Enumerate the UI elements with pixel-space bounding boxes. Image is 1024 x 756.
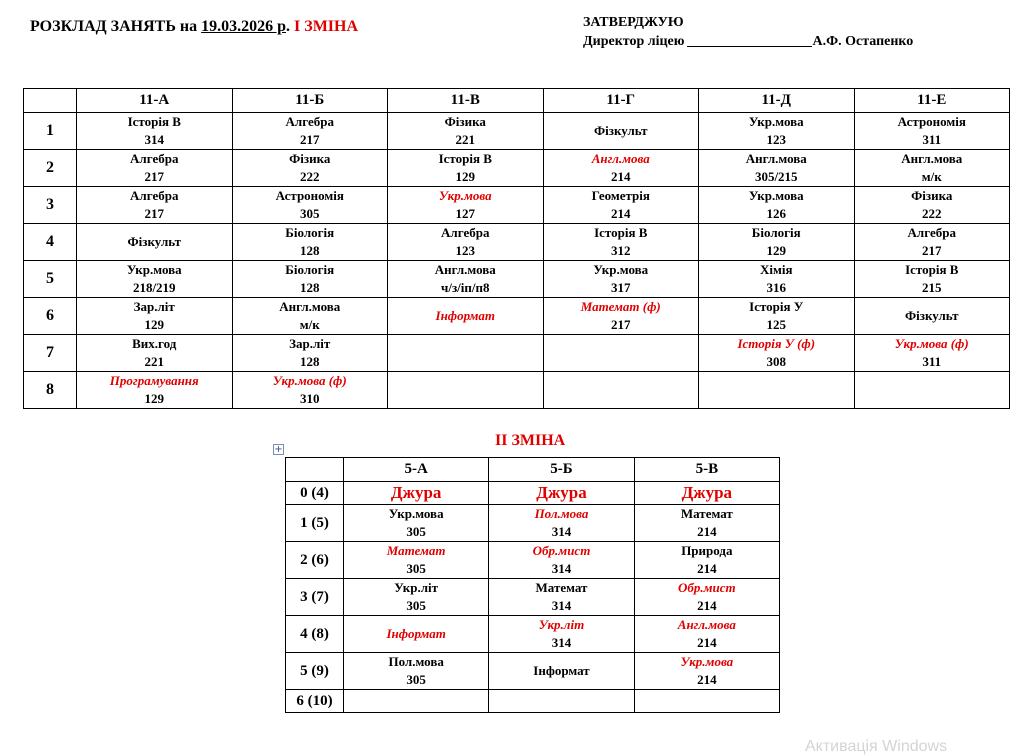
lesson-cell xyxy=(232,372,388,409)
lesson-row xyxy=(24,187,1010,224)
room-number: 128 xyxy=(300,243,320,258)
lesson-number: 8 xyxy=(24,372,77,409)
subject-name: Хімія xyxy=(760,262,793,277)
approve-signature-line xyxy=(583,32,913,51)
room-number: 310 xyxy=(300,391,320,406)
windows-activation-watermark: Активація Windows xyxy=(805,738,948,755)
subject-name: Історія У xyxy=(749,299,804,314)
subject-name: Алгебра xyxy=(130,188,179,203)
subject-name: Математ xyxy=(386,543,446,558)
room-number: 218/219 xyxy=(132,280,176,295)
lesson-cell xyxy=(388,113,544,150)
shift-1-label: І ЗМІНА xyxy=(294,18,359,35)
room-number: 314 xyxy=(551,598,572,613)
lesson-cell xyxy=(232,113,388,150)
subject-name: Інформат xyxy=(386,626,446,641)
lesson-cell xyxy=(489,542,634,579)
lesson-number: 7 xyxy=(24,335,77,372)
shift-2-header-row xyxy=(286,458,780,482)
room-number: 214 xyxy=(697,598,717,613)
lesson-cell xyxy=(699,261,855,298)
title-prefix: РОЗКЛАД ЗАНЯТЬ на xyxy=(30,18,202,35)
subject-name: Зар.літ xyxy=(289,336,331,351)
room-number: м/к xyxy=(921,169,942,184)
subject-name: Програмування xyxy=(109,373,199,388)
lesson-cell xyxy=(854,261,1010,298)
room-number: 308 xyxy=(766,354,786,369)
lesson-cell xyxy=(232,187,388,224)
room-number: 305 xyxy=(406,524,426,539)
class-header: 5-В xyxy=(634,458,779,482)
room-number: 305 xyxy=(300,206,320,221)
subject-name: Укр.літ xyxy=(394,580,439,595)
corner-cell xyxy=(24,89,77,113)
subject-name: Укр.мова xyxy=(680,654,734,669)
subject-name: Укр.мова (ф) xyxy=(272,373,347,388)
subject-name: Укр.мова (ф) xyxy=(894,336,969,351)
room-number: 123 xyxy=(455,243,475,258)
subject-name: Укр.мова xyxy=(593,262,649,277)
lesson-row xyxy=(24,298,1010,335)
subject-name: Англ.мова xyxy=(279,299,341,314)
lesson-row xyxy=(24,150,1010,187)
lesson-cell xyxy=(543,298,699,335)
room-number: 217 xyxy=(611,317,631,332)
lesson-cell xyxy=(854,224,1010,261)
subject-name: Інформат xyxy=(435,308,495,323)
subject-name: Алгебра xyxy=(285,114,334,129)
subject-name: Алгебра xyxy=(130,151,179,166)
table-move-handle-icon[interactable]: + xyxy=(274,444,283,455)
schedule-title xyxy=(30,18,358,36)
class-header: 5-Б xyxy=(489,458,634,482)
lesson-cell xyxy=(77,113,233,150)
lesson-cell xyxy=(77,372,233,409)
approve-title: ЗАТВЕРДЖУЮ xyxy=(583,15,684,30)
room-number: 317 xyxy=(611,280,631,295)
subject-name: Фізкульт xyxy=(127,234,182,249)
lesson-cell xyxy=(388,187,544,224)
subject-name: Математ xyxy=(535,580,588,595)
room-number: 217 xyxy=(922,243,942,258)
room-number: 129 xyxy=(144,317,164,332)
lesson-cell xyxy=(489,616,634,653)
subject-name: Фізкульт xyxy=(904,308,959,323)
lesson-cell xyxy=(634,542,779,579)
lesson-cell xyxy=(388,224,544,261)
subject-name: Фізика xyxy=(911,188,953,203)
room-number: 126 xyxy=(766,206,786,221)
lesson-cell xyxy=(344,505,489,542)
lesson-row xyxy=(24,261,1010,298)
class-header: 11-В xyxy=(388,89,544,113)
lesson-cell xyxy=(543,150,699,187)
subject-name: Зар.літ xyxy=(133,299,175,314)
lesson-number: 5 xyxy=(24,261,77,298)
lesson-cell xyxy=(634,579,779,616)
subject-name: Біологія xyxy=(285,225,335,240)
room-number: м/к xyxy=(299,317,320,332)
djura-label: Джура xyxy=(681,483,733,502)
subject-name: Англ.мова xyxy=(677,617,736,632)
room-number: 214 xyxy=(611,169,631,184)
lesson-cell xyxy=(543,372,699,409)
lesson-cell xyxy=(77,150,233,187)
room-number: 129 xyxy=(144,391,164,406)
lesson-number: 4 xyxy=(24,224,77,261)
room-number: 214 xyxy=(697,635,717,650)
subject-name: Математ xyxy=(680,506,733,521)
room-number: 129 xyxy=(766,243,786,258)
lesson-row xyxy=(286,690,780,713)
lesson-row xyxy=(24,224,1010,261)
subject-name: Математ (ф) xyxy=(580,299,661,314)
room-number: 314 xyxy=(551,524,572,539)
subject-name: Обр.мист xyxy=(532,543,591,558)
lesson-cell xyxy=(543,113,699,150)
subject-name: Пол.мова xyxy=(388,654,444,669)
room-number: 215 xyxy=(922,280,942,295)
signature-line xyxy=(687,46,812,47)
room-number: 128 xyxy=(300,354,320,369)
lesson-number: 5 (9) xyxy=(286,653,344,690)
lesson-cell xyxy=(77,335,233,372)
lesson-cell xyxy=(854,187,1010,224)
shift-1-table xyxy=(23,88,1010,409)
lesson-cell xyxy=(543,335,699,372)
subject-name: Англ.мова xyxy=(901,151,963,166)
subject-name: Фізика xyxy=(444,114,486,129)
subject-name: Біологія xyxy=(285,262,335,277)
lesson-cell xyxy=(489,653,634,690)
lesson-cell xyxy=(388,261,544,298)
room-number: 311 xyxy=(922,132,942,147)
lesson-cell xyxy=(232,150,388,187)
subject-name: Астрономія xyxy=(897,114,966,129)
subject-name: Геометрія xyxy=(591,188,650,203)
lesson-cell xyxy=(344,542,489,579)
class-header: 11-А xyxy=(77,89,233,113)
lesson-cell xyxy=(634,616,779,653)
subject-name: Алгебра xyxy=(441,225,490,240)
lesson-row xyxy=(24,113,1010,150)
room-number: 221 xyxy=(144,354,164,369)
subject-name: Пол.мова xyxy=(534,506,589,521)
lesson-cell xyxy=(388,372,544,409)
lesson-cell xyxy=(699,298,855,335)
lesson-cell xyxy=(543,261,699,298)
lesson-cell xyxy=(489,579,634,616)
subject-name: Укр.мова xyxy=(388,506,444,521)
lesson-cell xyxy=(634,690,779,713)
lesson-cell xyxy=(77,298,233,335)
room-number: 217 xyxy=(300,132,320,147)
lesson-cell xyxy=(344,579,489,616)
lesson-number: 2 xyxy=(24,150,77,187)
class-header: 5-А xyxy=(344,458,489,482)
subject-name: Англ.мова xyxy=(591,151,650,166)
lesson-cell xyxy=(543,187,699,224)
lesson-cell xyxy=(344,653,489,690)
lesson-cell xyxy=(854,298,1010,335)
subject-name: Англ.мова xyxy=(745,151,807,166)
class-header: 11-Б xyxy=(232,89,388,113)
approval-block xyxy=(583,13,913,51)
schedule-date: 19.03.2026 р xyxy=(201,18,287,35)
subject-name: Інформат xyxy=(533,663,590,678)
djura-label: Джура xyxy=(390,483,442,502)
room-number: 305 xyxy=(406,561,426,576)
subject-name: Укр.мова xyxy=(748,188,804,203)
lesson-cell xyxy=(699,335,855,372)
lesson-cell xyxy=(699,224,855,261)
subject-name: Астрономія xyxy=(275,188,344,203)
lesson-cell xyxy=(388,298,544,335)
lesson-number: 2 (6) xyxy=(286,542,344,579)
lesson-cell xyxy=(232,298,388,335)
subject-name: Фізика xyxy=(289,151,331,166)
room-number: 222 xyxy=(300,169,320,184)
room-number: 311 xyxy=(922,354,942,369)
subject-name: Укр.мова xyxy=(126,262,182,277)
lesson-number: 4 (8) xyxy=(286,616,344,653)
subject-name: Укр.мова xyxy=(438,188,492,203)
lesson-cell xyxy=(854,335,1010,372)
subject-name: Природа xyxy=(681,543,733,558)
room-number: 314 xyxy=(551,561,572,576)
lesson-cell xyxy=(232,261,388,298)
room-number: 128 xyxy=(300,280,320,295)
lesson-cell xyxy=(344,482,489,505)
lesson-row xyxy=(286,482,780,505)
room-number: 222 xyxy=(922,206,942,221)
lesson-number: 1 xyxy=(24,113,77,150)
lesson-cell xyxy=(77,261,233,298)
subject-name: Історія У (ф) xyxy=(737,336,816,351)
room-number: 214 xyxy=(697,524,717,539)
class-header: 11-Д xyxy=(699,89,855,113)
room-number: 312 xyxy=(611,243,631,258)
lesson-cell xyxy=(699,187,855,224)
lesson-cell xyxy=(634,482,779,505)
room-number: 305 xyxy=(406,598,426,613)
lesson-number: 0 (4) xyxy=(286,482,344,505)
room-number: 214 xyxy=(697,672,717,687)
lesson-cell xyxy=(232,224,388,261)
room-number: 217 xyxy=(144,169,164,184)
shift-1-header-row xyxy=(24,89,1010,113)
lesson-cell xyxy=(634,505,779,542)
lesson-number: 3 (7) xyxy=(286,579,344,616)
director-role: Директор ліцею xyxy=(583,34,685,49)
lesson-cell xyxy=(699,113,855,150)
lesson-cell xyxy=(388,150,544,187)
room-number: 221 xyxy=(455,132,475,147)
lesson-row xyxy=(24,372,1010,409)
lesson-number: 6 xyxy=(24,298,77,335)
title-dot: . xyxy=(286,18,291,35)
subject-name: Історія В xyxy=(905,262,959,277)
lesson-cell xyxy=(344,616,489,653)
room-number: 129 xyxy=(455,169,475,184)
subject-name: Обр.мист xyxy=(678,580,736,595)
room-number: 123 xyxy=(766,132,786,147)
subject-name: Англ.мова xyxy=(434,262,496,277)
shift-1-body xyxy=(24,113,1010,409)
lesson-cell xyxy=(232,335,388,372)
lesson-cell xyxy=(388,335,544,372)
room-number: 214 xyxy=(697,561,717,576)
lesson-number: 3 xyxy=(24,187,77,224)
lesson-row xyxy=(286,505,780,542)
lesson-cell xyxy=(77,224,233,261)
lesson-cell xyxy=(699,372,855,409)
shift-2-body xyxy=(286,482,780,713)
subject-name: Фізкульт xyxy=(593,123,648,138)
subject-name: Біологія xyxy=(751,225,801,240)
director-name: А.Ф. Остапенко xyxy=(812,34,914,49)
djura-label: Джура xyxy=(536,483,587,502)
lesson-cell xyxy=(854,372,1010,409)
lesson-cell xyxy=(344,690,489,713)
room-number: 314 xyxy=(551,635,572,650)
lesson-number: 6 (10) xyxy=(286,690,344,713)
subject-name: Історія В xyxy=(438,151,492,166)
shift-2-table xyxy=(285,457,780,713)
class-header: 11-Г xyxy=(543,89,699,113)
lesson-number: 1 (5) xyxy=(286,505,344,542)
room-number: 314 xyxy=(144,132,164,147)
room-number: 305/215 xyxy=(754,169,798,184)
room-number: 125 xyxy=(766,317,786,332)
lesson-cell xyxy=(854,113,1010,150)
room-number: 127 xyxy=(455,206,475,221)
lesson-row xyxy=(286,653,780,690)
subject-name: Історія В xyxy=(594,225,648,240)
lesson-cell xyxy=(489,482,634,505)
room-number: 305 xyxy=(406,672,426,687)
lesson-cell xyxy=(543,224,699,261)
lesson-row xyxy=(286,579,780,616)
lesson-row xyxy=(24,335,1010,372)
subject-name: Алгебра xyxy=(907,225,956,240)
subject-name: Історія В xyxy=(127,114,181,129)
room-number: ч/з/іп/п8 xyxy=(441,280,490,295)
subject-name: Вих.год xyxy=(132,336,177,351)
subject-name: Укр.літ xyxy=(538,617,585,632)
shift-2-title: ІІ ЗМІНА xyxy=(495,432,566,449)
corner-cell xyxy=(286,458,344,482)
lesson-row xyxy=(286,616,780,653)
lesson-cell xyxy=(854,150,1010,187)
subject-name: Укр.мова xyxy=(748,114,804,129)
class-header: 11-Е xyxy=(854,89,1010,113)
lesson-cell xyxy=(699,150,855,187)
lesson-cell xyxy=(489,690,634,713)
lesson-cell xyxy=(489,505,634,542)
room-number: 316 xyxy=(766,280,786,295)
room-number: 214 xyxy=(611,206,631,221)
lesson-cell xyxy=(77,187,233,224)
lesson-row xyxy=(286,542,780,579)
room-number: 217 xyxy=(144,206,164,221)
lesson-cell xyxy=(634,653,779,690)
